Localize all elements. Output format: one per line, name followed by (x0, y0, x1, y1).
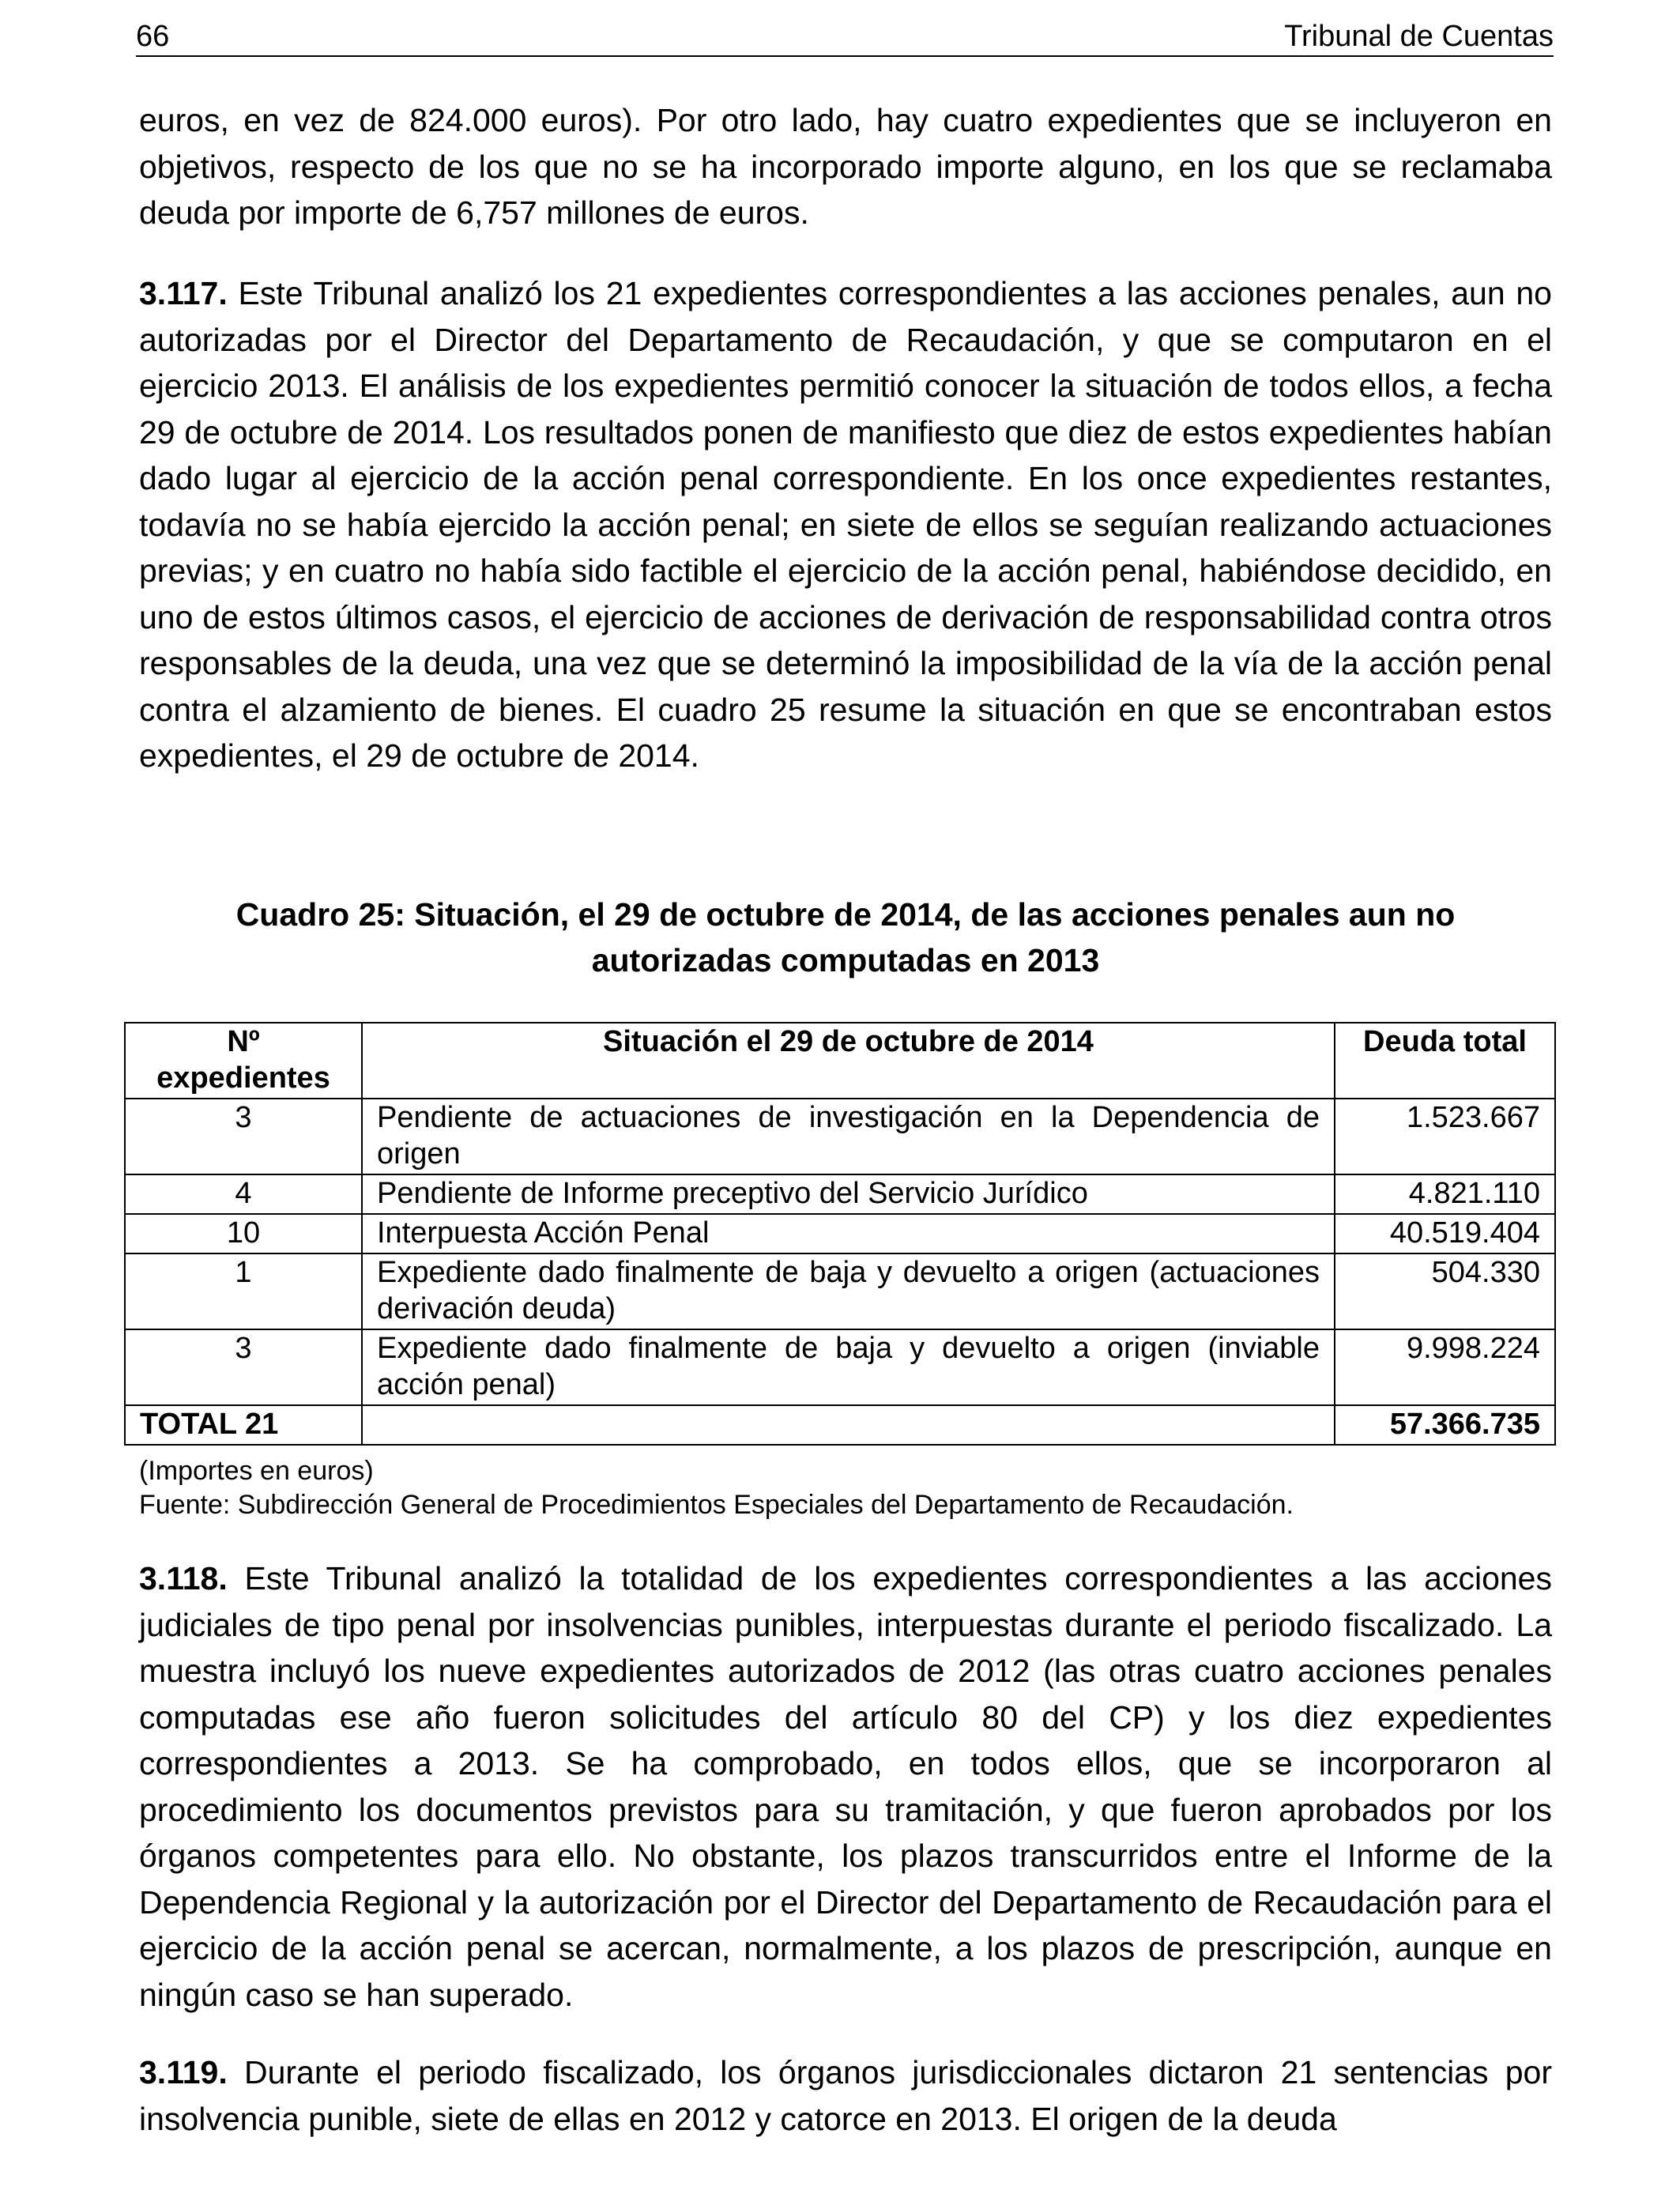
cell-num: 4 (125, 1174, 362, 1214)
cell-debt: 504.330 (1335, 1253, 1555, 1329)
cell-debt: 40.519.404 (1335, 1214, 1555, 1253)
paragraph-3-119 (139, 2049, 1552, 2142)
paragraph-number: 3.119. (139, 2054, 228, 2090)
column-header-debt: Deuda total (1335, 1023, 1555, 1099)
units-note: (Importes en euros) (139, 1456, 374, 1486)
total-label: TOTAL 21 (125, 1405, 362, 1445)
paragraph-text: euros, en vez de 824.000 euros). Por otro lado, hay cuatro expedientes que se incluyeron en objetivos, respecto de los que no se ha incorporado importe alguno, en los que se reclamaba deuda por importe de 6,757 millones de euros. (139, 102, 1552, 231)
cell-situation: Interpuesta Acción Penal (362, 1214, 1335, 1253)
source-note: Fuente: Subdirección General de Procedimientos Especiales del Departamento de Recaudación. (139, 1490, 1294, 1520)
paragraph-continued (139, 97, 1552, 236)
cell-situation: Pendiente de Informe preceptivo del Servicio Jurídico (362, 1174, 1335, 1214)
table-title-line: autorizadas computadas en 2013 (591, 942, 1100, 978)
paragraph-3-117 (139, 270, 1552, 779)
header-title: Tribunal de Cuentas (1284, 20, 1554, 53)
table-total-row (125, 1405, 1555, 1445)
table-row (125, 1329, 1555, 1405)
table-header-row (125, 1023, 1555, 1099)
table-row (125, 1174, 1555, 1214)
total-debt: 57.366.735 (1335, 1405, 1555, 1445)
cell-situation: Expediente dado finalmente de baja y devuelto a origen (inviable acción penal) (362, 1329, 1335, 1405)
table-title-line: Cuadro 25: Situación, el 29 de octubre de 2014, de las acciones penales aun no (235, 896, 1456, 933)
paragraph-text: Este Tribunal analizó los 21 expedientes correspondientes a las acciones penales, aun no autorizadas por el Director del Departamento de Recaudación, y que se computaron en el ejercicio 2013. El análisis de los expedientes permitió conocer la situación de todos ellos, a fecha 29 de octubre de 2014. Los resultados ponen de manifiesto que diez de estos expedientes habían dado lugar al ejercicio de la acción penal correspondiente. En los once expedientes restantes, todavía no se había ejercido la acción penal; en siete de ellos se seguían realizando actuaciones previas; y en cuatro no había sido factible el ejercicio de la acción penal, habiéndose decidido, en uno de estos últimos casos, el ejercicio de acciones de derivación de responsabilidad contra otros responsables de la deuda, una vez que se determinó la imposibilidad de la vía de la acción penal contra el alzamiento de bienes. El cuadro 25 resume la situación en que se encontraban estos expedientes, el 29 de octubre de 2014. (139, 275, 1552, 774)
cell-debt: 1.523.667 (1335, 1099, 1555, 1174)
table-notes (139, 1454, 1552, 1522)
paragraph-number: 3.118. (139, 1560, 228, 1596)
data-table (124, 1022, 1556, 1446)
cell-situation: Pendiente de actuaciones de investigación en la Dependencia de origen (362, 1099, 1335, 1174)
cell-debt: 9.998.224 (1335, 1329, 1555, 1405)
cell-num: 10 (125, 1214, 362, 1253)
cell-num: 1 (125, 1253, 362, 1329)
table-row (125, 1099, 1555, 1174)
table-title (139, 892, 1552, 983)
paragraph-number: 3.117. (139, 275, 228, 311)
total-empty-cell (362, 1405, 1335, 1445)
cell-num: 3 (125, 1099, 362, 1174)
column-header-situation: Situación el 29 de octubre de 2014 (362, 1023, 1335, 1099)
paragraph-3-118 (139, 1555, 1552, 2018)
table-row (125, 1253, 1555, 1329)
paragraph-text: Este Tribunal analizó la totalidad de los expedientes correspondientes a las acciones judiciales de tipo penal por insolvencias punibles, interpuestas durante el periodo fiscalizado. La muestra incluyó los nueve expedientes autorizados de 2012 (las otras cuatro acciones penales computadas ese año fueron solicitudes del artículo 80 del CP) y los diez expedientes correspondientes a 2013. Se ha comprobado, en todos ellos, que se incorporaron al procedimiento los documentos previstos para su tramitación, y que fueron aprobados por los órganos competentes para ello. No obstante, los plazos transcurridos entre el Informe de la Dependencia Regional y la autorización por el Director del Departamento de Recaudación para el ejercicio de la acción penal se acercan, normalmente, a los plazos de prescripción, aunque en ningún caso se han superado. (139, 1560, 1552, 2013)
page-number: 66 (136, 20, 170, 53)
cell-situation: Expediente dado finalmente de baja y devuelto a origen (actuaciones derivación deuda) (362, 1253, 1335, 1329)
page-header (136, 17, 1554, 57)
table-row (125, 1214, 1555, 1253)
cell-debt: 4.821.110 (1335, 1174, 1555, 1214)
column-header-num: Nº expedientes (125, 1023, 362, 1099)
paragraph-text: Durante el periodo fiscalizado, los órganos jurisdiccionales dictaron 21 sentencias por insolvencia punible, siete de ellas en 2012 y catorce en 2013. El origen de la deuda (139, 2054, 1552, 2137)
cell-num: 3 (125, 1329, 362, 1405)
